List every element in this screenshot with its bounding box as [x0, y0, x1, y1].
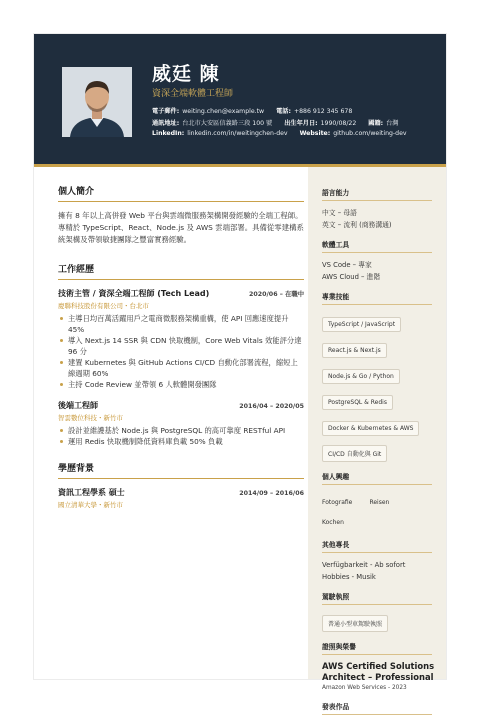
birthdate-label: 出生年月日: [284, 120, 318, 127]
job-bullet: 建置 Kubernetes 與 GitHub Actions CI/CD 自動化部署流程，縮短上線週期 60% [58, 357, 304, 379]
school-name: 國立清華大學・新竹市 [58, 501, 123, 509]
nationality-label: 國籍: [368, 120, 384, 127]
interest-tag: Kochen [322, 519, 344, 526]
sidebar [308, 167, 446, 711]
skill-pill: PostgreSQL & Redis [322, 395, 393, 410]
profile-heading: 個人簡介 [58, 184, 304, 202]
tool-item: AWS Cloud – 進階 [322, 273, 381, 281]
education-entry [58, 487, 304, 509]
cert-issuer: Amazon Web Services - 2023 [322, 685, 407, 691]
birthdate-value: 1990/08/22 [320, 120, 357, 127]
linkedin-link[interactable]: linkedin.com/in/weitingchen-dev [187, 130, 288, 137]
candidate-title: 資深全端軟體工程師 [152, 89, 234, 99]
skill-pill: Docker & Kubernetes & AWS [322, 421, 419, 436]
other-item: Verfügbarkeit - Ab sofort [322, 561, 406, 569]
degree-title: 資訊工程學系 碩士 [58, 488, 125, 497]
experience-heading: 工作經歷 [58, 262, 304, 280]
skills-heading: 專業技能 [322, 291, 432, 305]
job-date: 2016/04 – 2020/05 [239, 403, 304, 410]
language-item: 英文 – 流利 (商務溝通) [322, 221, 392, 229]
interest-tag: Fotografie [322, 499, 353, 506]
website-link[interactable]: github.com/weiting-dev [333, 130, 407, 137]
job-bullet: 導入 Next.js 14 SSR 與 CDN 快取機制，Core Web Vitals 效能評分達 96 分 [58, 335, 304, 357]
email-value[interactable]: weiting.chen@example.tw [182, 108, 265, 115]
job-bullet: 主導日均百萬活躍用戶之電商微服務架構重構，使 API 回應速度提升 45% [58, 313, 304, 335]
skill-pill: Node.js & Go / Python [322, 369, 400, 384]
works-heading: 發表作品 [322, 701, 432, 715]
phone-value[interactable]: +886 912 345 678 [293, 108, 353, 115]
job-date: 2020/06 – 在職中 [248, 291, 304, 298]
resume-header [34, 34, 446, 164]
other-item: Hobbies - Musik [322, 573, 376, 581]
others-heading: 其他專長 [322, 539, 432, 553]
website-label: Website: [299, 130, 331, 137]
phone-label: 電話: [276, 108, 291, 115]
resume-page [34, 34, 446, 711]
education-heading: 學歷背景 [58, 461, 304, 479]
profile-text: 擁有 8 年以上高併發 Web 平台與雲端微服務架構開發經驗的全端工程師。專精於 TypeScript、React、Node.js 及 AWS 雲端部署。具備從零建構系統架構及帶領敏捷團隊之豐富實務經驗。 [58, 211, 304, 244]
job-title: 後端工程師 [58, 401, 98, 410]
candidate-name: 威廷 陳 [152, 63, 220, 85]
job-entry [58, 400, 304, 447]
tools-heading: 軟體工具 [322, 239, 432, 253]
job-entry [58, 288, 304, 390]
skill-pill: React.js & Next.js [322, 343, 387, 358]
job-company: 慶聯科技股份有限公司・台北市 [58, 302, 149, 310]
job-bullet: 主持 Code Review 並帶領 6 人軟體開發團隊 [58, 379, 304, 390]
job-title: 技術主管 / 資深全端工程師 (Tech Lead) [58, 289, 210, 298]
languages-heading: 語言能力 [322, 187, 432, 201]
job-bullet: 運用 Redis 快取機制降低資料庫負載 50% 負載 [58, 436, 304, 447]
tool-item: VS Code – 專家 [322, 261, 372, 269]
interests-heading: 個人興趣 [322, 471, 432, 485]
license-heading: 駕駛執照 [322, 591, 432, 605]
job-company: 智雲數位科技・新竹市 [58, 414, 123, 422]
certs-heading: 證照與榮譽 [322, 641, 432, 655]
address-label: 通訊地址: [152, 120, 180, 127]
language-item: 中文 – 母語 [322, 209, 357, 217]
license-pill: 普通小型車駕駛執照 [322, 615, 388, 632]
contact-line-3 [152, 130, 407, 137]
main-column [58, 184, 304, 512]
interest-tag: Reisen [369, 499, 390, 506]
skill-pill: CI/CD 自動化與 Git [322, 445, 387, 462]
skill-pill: TypeScript / JavaScript [322, 317, 401, 332]
profile-photo [62, 67, 132, 137]
address-value: 台北市大安區信義路三段 100 號 [182, 120, 273, 127]
nationality-value: 台灣 [386, 120, 399, 127]
contact-line-1 [152, 106, 352, 115]
linkedin-label: LinkedIn: [152, 130, 185, 137]
job-bullet: 設計並維護基於 Node.js 與 PostgreSQL 的高可靠度 RESTful API [58, 425, 304, 436]
email-label: 電子郵件: [152, 108, 180, 115]
contact-line-2 [152, 118, 399, 127]
cert-title: AWS Certified Solutions Architect – Professional [322, 661, 435, 682]
education-date: 2014/09 – 2016/06 [239, 490, 304, 497]
